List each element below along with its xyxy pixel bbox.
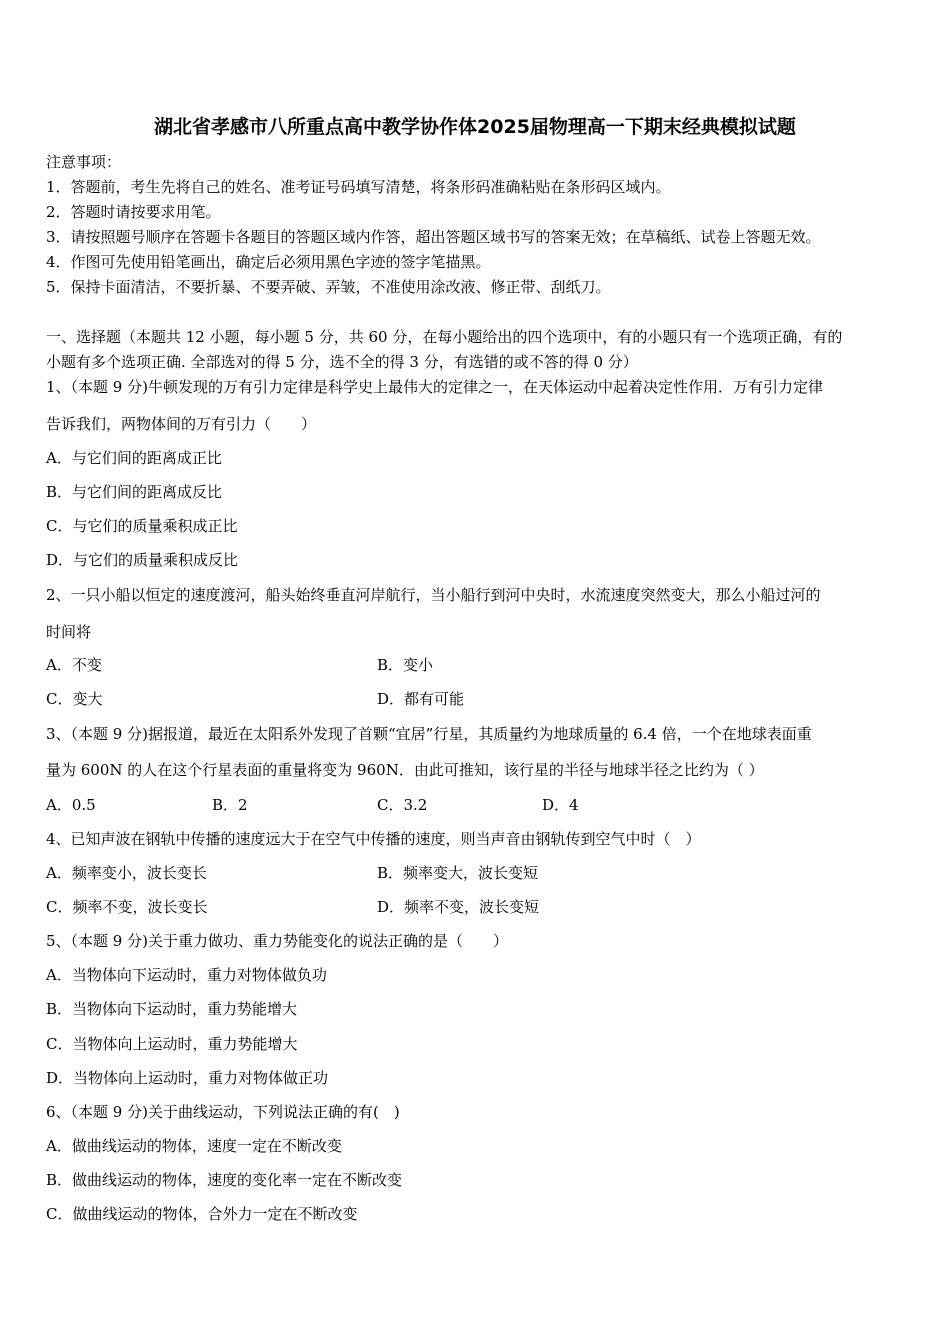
notice-item: 5．保持卡面清洁，不要折暴、不要弄破、弄皱，不准使用涂改液、修正带、刮纸刀。 [46,278,611,296]
question-4-option-a: A．频率变小，波长变长 [46,864,207,882]
notice-item: 2．答题时请按要求用笔。 [46,203,221,221]
question-1-option-b: B．与它们间的距离成反比 [46,483,223,501]
question-3-option-c: C．3.2 [377,796,428,814]
question-5-stem: 5、（本题 9 分)关于重力做功、重力势能变化的说法正确的是（ ） [46,932,508,950]
question-2-stem: 2、一只小船以恒定的速度渡河，船头始终垂直河岸航行，当小船行到河中央时，水流速度突然变大，那么小船过河的 [46,586,821,604]
question-4-option-c: C．频率不变，波长变长 [46,898,208,916]
question-6-option-a: A．做曲线运动的物体，速度一定在不断改变 [46,1137,342,1155]
notice-item: 1．答题前，考生先将自己的姓名、准考证号码填写清楚，将条形码准确粘贴在条形码区域内。 [46,178,671,196]
question-1-option-c: C．与它们的质量乘积成正比 [46,517,238,535]
notice-heading: 注意事项： [46,153,122,171]
question-6-option-c: C．做曲线运动的物体，合外力一定在不断改变 [46,1205,358,1223]
question-2-option-c: C．变大 [46,690,103,708]
question-3-option-b: B．2 [212,796,248,814]
question-1-option-a: A．与它们间的距离成正比 [46,449,222,467]
question-5-option-c: C．当物体向上运动时，重力势能增大 [46,1035,298,1053]
question-5-option-a: A．当物体向下运动时，重力对物体做负功 [46,966,327,984]
question-3-stem-cont: 量为 600N 的人在这个行星表面的重量将变为 960N．由此可推知，该行星的半径与地球半径之比约为（ ） [46,761,764,779]
notice-item: 4．作图可先使用铅笔画出，确定后必须用黑色字迹的签字笔描黑。 [46,253,491,271]
question-1-stem-cont: 告诉我们，两物体间的万有引力（ ） [46,415,317,433]
section-heading-cont: 小题有多个选项正确. 全部选对的得 5 分，选不全的得 3 分，有选错的或不答的得 0 分） [46,353,638,371]
section-heading: 一、选择题（本题共 12 小题，每小题 5 分，共 60 分，在每小题给出的四个选项中，有的小题只有一个选项正确，有的 [46,328,843,346]
question-1-option-d: D．与它们的质量乘积成反比 [46,551,239,569]
question-2-option-a: A．不变 [46,656,102,674]
question-2-option-b: B．变小 [377,656,434,674]
question-4-stem: 4、已知声波在钢轨中传播的速度远大于在空气中传播的速度，则当声音由钢轨传到空气中时（ ） [46,830,701,848]
notice-item: 3．请按照题号顺序在答题卡各题目的答题区域内作答，超出答题区域书写的答案无效；在草稿纸、试卷上答题无效。 [46,228,821,246]
question-1-stem: 1、（本题 9 分)牛顿发现的万有引力定律是科学史上最伟大的定律之一，在天体运动中起着决定性作用．万有引力定律 [46,378,823,396]
question-3-option-d: D．4 [542,796,579,814]
question-6-option-b: B．做曲线运动的物体，速度的变化率一定在不断改变 [46,1171,403,1189]
question-5-option-b: B．当物体向下运动时，重力势能增大 [46,1000,298,1018]
question-5-option-d: D．当物体向上运动时，重力对物体做正功 [46,1069,329,1087]
question-4-option-d: D．频率不变，波长变短 [377,898,540,916]
question-3-option-a: A．0.5 [46,796,96,814]
page-title: 湖北省孝感市八所重点高中教学协作体2025届物理高一下期末经典模拟试题 [154,116,796,138]
question-6-stem: 6、（本题 9 分)关于曲线运动，下列说法正确的有( ) [46,1103,400,1121]
question-4-option-b: B．频率变大，波长变短 [377,864,539,882]
question-2-option-d: D．都有可能 [377,690,465,708]
question-2-stem-cont: 时间将 [46,623,92,641]
question-3-stem: 3、（本题 9 分)据报道，最近在太阳系外发现了首颗“宜居”行星，其质量约为地球质量的 6.4 倍，一个在地球表面重 [46,725,812,743]
